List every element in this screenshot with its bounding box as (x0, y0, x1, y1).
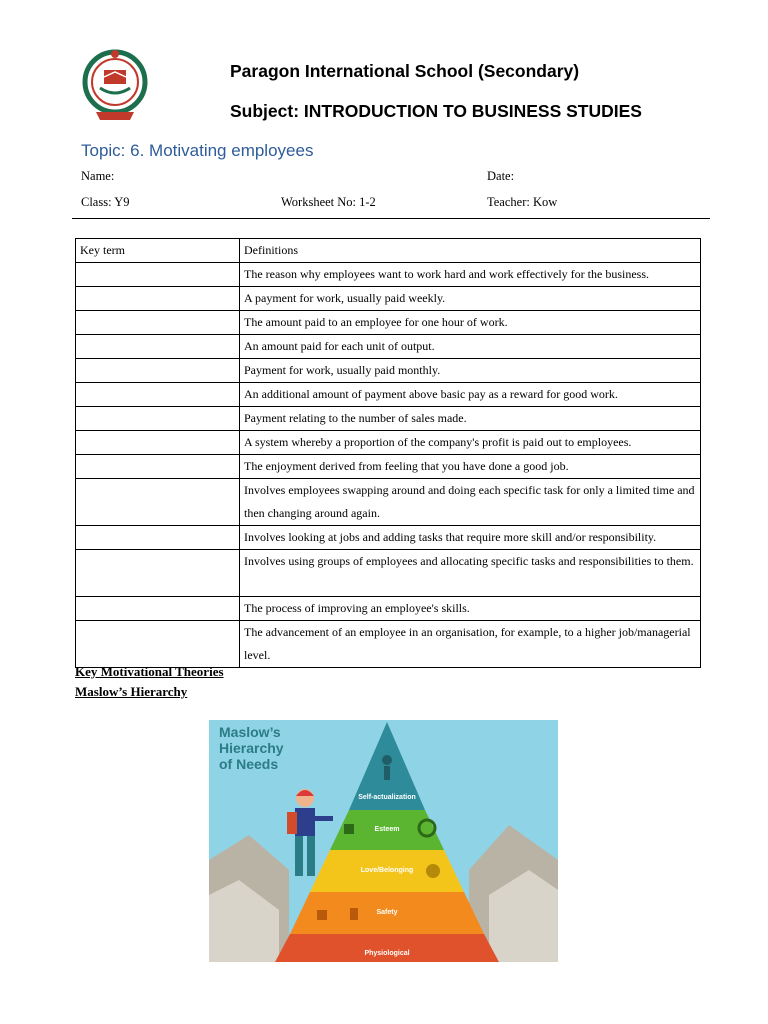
table-row (76, 621, 701, 668)
key-term-cell[interactable] (76, 383, 240, 407)
key-term-cell[interactable] (76, 335, 240, 359)
key-term-cell[interactable] (76, 526, 240, 550)
maslow-image-title (219, 724, 309, 772)
definition-cell: A payment for work, usually paid weekly. (240, 287, 701, 311)
table-row (76, 407, 701, 431)
school-name: Paragon International School (Secondary) (230, 61, 580, 81)
table-row (76, 335, 701, 359)
definition-cell: The reason why employees want to work hard and work effectively for the business. (240, 263, 701, 287)
tier-label-esteem: Esteem (374, 826, 400, 833)
definition-cell: Payment for work, usually paid monthly. (240, 359, 701, 383)
header-divider (72, 218, 710, 219)
table-row (76, 597, 701, 621)
worksheet-label: Worksheet No: 1-2 (281, 195, 376, 209)
key-term-cell[interactable] (76, 479, 240, 526)
key-term-cell[interactable] (76, 550, 240, 597)
definition-cell: The enjoyment derived from feeling that you have done a good job. (240, 455, 701, 479)
teacher-label: Teacher: Kow (487, 195, 558, 209)
key-term-cell[interactable] (76, 359, 240, 383)
table-row (76, 455, 701, 479)
key-motivational-theories-heading: Key Motivational Theories (75, 664, 224, 679)
table-header-definitions: Definitions (240, 239, 701, 263)
key-term-cell[interactable] (76, 407, 240, 431)
key-term-cell[interactable] (76, 311, 240, 335)
maslow-title-line: Maslow’s (219, 724, 281, 740)
definition-cell: The amount paid to an employee for one hour of work. (240, 311, 701, 335)
tier-label-self-actualization: Self-actualization (358, 794, 416, 801)
definition-cell: An additional amount of payment above basic pay as a reward for good work. (240, 383, 701, 407)
subject-label: Subject: (230, 101, 300, 121)
definition-cell: The advancement of an employee in an organisation, for example, to a higher job/managerial level. (240, 621, 701, 668)
definition-cell: The process of improving an employee's skills. (240, 597, 701, 621)
table-row (76, 383, 701, 407)
definition-cell: Involves employees swapping around and doing each specific task for only a limited time and then changing around again. (240, 479, 701, 526)
key-term-cell[interactable] (76, 263, 240, 287)
key-term-cell[interactable] (76, 621, 240, 668)
key-term-cell[interactable] (76, 287, 240, 311)
name-field-label: Name: (81, 169, 115, 183)
definition-cell: A system whereby a proportion of the company's profit is paid out to employees. (240, 431, 701, 455)
topic-title: Topic: 6. Motivating employees (81, 141, 314, 160)
definition-cell: An amount paid for each unit of output. (240, 335, 701, 359)
table-row (76, 526, 701, 550)
class-label: Class: Y9 (81, 195, 130, 209)
key-term-cell[interactable] (76, 431, 240, 455)
date-field-label: Date: (487, 169, 515, 183)
school-crest-icon (82, 46, 148, 126)
table-row (76, 287, 701, 311)
table-header-key-term: Key term (76, 239, 240, 263)
table-row (76, 359, 701, 383)
definition-cell: Payment relating to the number of sales made. (240, 407, 701, 431)
table-row (76, 431, 701, 455)
key-term-cell[interactable] (76, 597, 240, 621)
maslow-hierarchy-heading: Maslow’s Hierarchy (75, 684, 188, 699)
table-row (76, 263, 701, 287)
subject-heading (230, 101, 642, 122)
table-header-row (76, 239, 701, 263)
tier-label-love-belonging: Love/Belonging (360, 867, 414, 874)
key-term-cell[interactable] (76, 455, 240, 479)
maslow-hierarchy-image (209, 720, 558, 962)
definition-cell: Involves using groups of employees and allocating specific tasks and responsibilities to them. (240, 550, 701, 597)
subject-value: INTRODUCTION TO BUSINESS STUDIES (303, 101, 642, 121)
maslow-title-line: of Needs (219, 756, 279, 772)
maslow-title-line: Hierarchy (219, 740, 284, 756)
table-row (76, 550, 701, 597)
table-row (76, 479, 701, 526)
key-terms-table (75, 238, 701, 668)
tier-label-safety: Safety (376, 909, 398, 916)
tier-label-physiological: Physiological (364, 950, 410, 957)
definition-cell: Involves looking at jobs and adding tasks that require more skill and/or responsibility. (240, 526, 701, 550)
table-row (76, 311, 701, 335)
